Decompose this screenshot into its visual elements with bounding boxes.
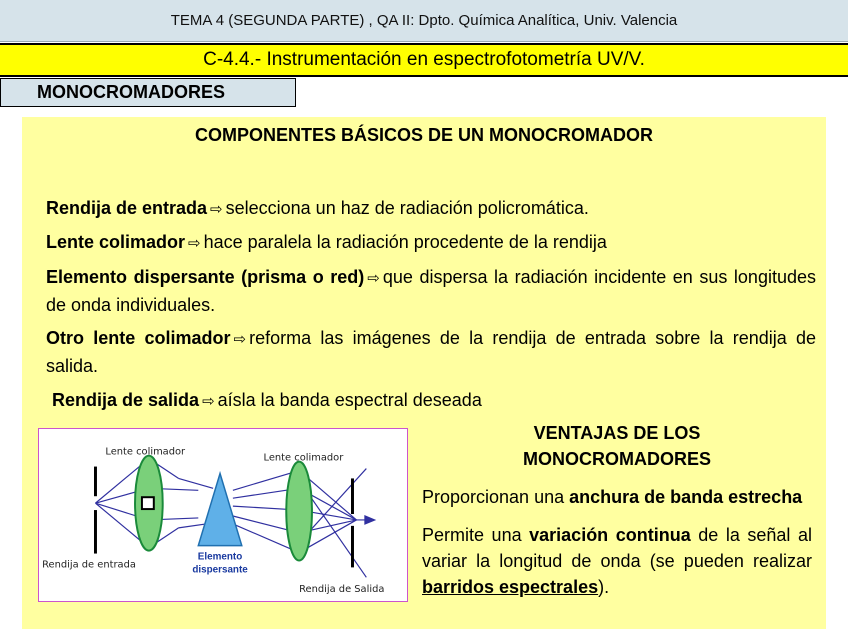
advantages-title-line1: VENTAJAS DE LOS <box>533 423 701 443</box>
component-second-collimator <box>46 325 816 379</box>
label-dispersing-element-2: dispersante <box>192 564 248 576</box>
component-desc: aísla la banda espectral deseada <box>217 390 482 410</box>
collimator-lens-1 <box>135 456 163 551</box>
advantage-underlined: barridos espectrales <box>422 577 599 597</box>
component-desc: hace paralela la radiación procedente de la rendija <box>203 232 607 252</box>
arrow-right-icon: ⇨ <box>202 393 215 410</box>
advantage-highlight: anchura de banda estrecha <box>569 487 803 507</box>
label-lens-1: Lente colimador <box>105 446 186 458</box>
section-label: MONOCROMADORES <box>0 78 296 107</box>
arrow-right-icon <box>364 515 376 525</box>
content-panel <box>22 117 826 629</box>
component-name: Rendija de entrada <box>46 198 208 218</box>
advantage-text: de la señal al variar la longitud de onda (se pueden realizar <box>422 525 812 571</box>
arrow-right-icon: ⇨ <box>210 201 223 218</box>
arrow-right-icon: ⇨ <box>367 270 380 287</box>
component-name: Lente colimador <box>46 232 186 252</box>
label-dispersing-element-1: Elemento <box>197 551 243 563</box>
course-header: TEMA 4 (SEGUNDA PARTE) , QA II: Dpto. Química Analítica, Univ. Valencia <box>0 0 848 42</box>
advantage-item-1 <box>422 484 812 510</box>
component-exit-slit <box>52 387 822 415</box>
label-entry-slit: Rendija de entrada <box>42 559 136 571</box>
component-name: Elemento dispersante (prisma o red) <box>46 267 365 287</box>
component-entry-slit <box>46 195 816 223</box>
advantages-section <box>422 420 812 600</box>
advantage-text: ). <box>598 577 610 597</box>
component-name: Rendija de salida <box>52 390 200 410</box>
label-lens-2: Lente colimador <box>263 452 344 464</box>
monochromator-diagram <box>38 428 408 602</box>
component-desc: selecciona un haz de radiación policromática. <box>225 198 589 218</box>
advantages-title-line2: MONOCROMADORES <box>523 449 711 469</box>
advantage-text: Permite una <box>422 525 530 545</box>
advantage-text: Proporcionan una <box>422 487 570 507</box>
component-name: Otro lente colimador <box>46 328 231 348</box>
arrow-right-icon: ⇨ <box>233 331 247 348</box>
collimator-lens-2 <box>286 462 312 561</box>
advantage-highlight: variación continua <box>529 525 691 545</box>
component-dispersing-element <box>46 264 816 318</box>
component-desc: que dispersa la radiación incidente en sus longitudes de onda individuales. <box>46 267 816 315</box>
page-title: C-4.4.- Instrumentación en espectrofotometría UV/V. <box>0 43 848 77</box>
component-desc: reforma las imágenes de la rendija de entrada sobre la rendija de salida. <box>46 328 817 376</box>
dispersing-prism <box>198 473 241 545</box>
panel-title: COMPONENTES BÁSICOS DE UN MONOCROMADOR <box>194 125 653 145</box>
advantage-item-2 <box>422 522 812 600</box>
label-exit-slit: Rendija de Salida <box>299 584 385 596</box>
arrow-right-icon: ⇨ <box>188 235 201 252</box>
component-collimator-lens <box>46 229 816 257</box>
